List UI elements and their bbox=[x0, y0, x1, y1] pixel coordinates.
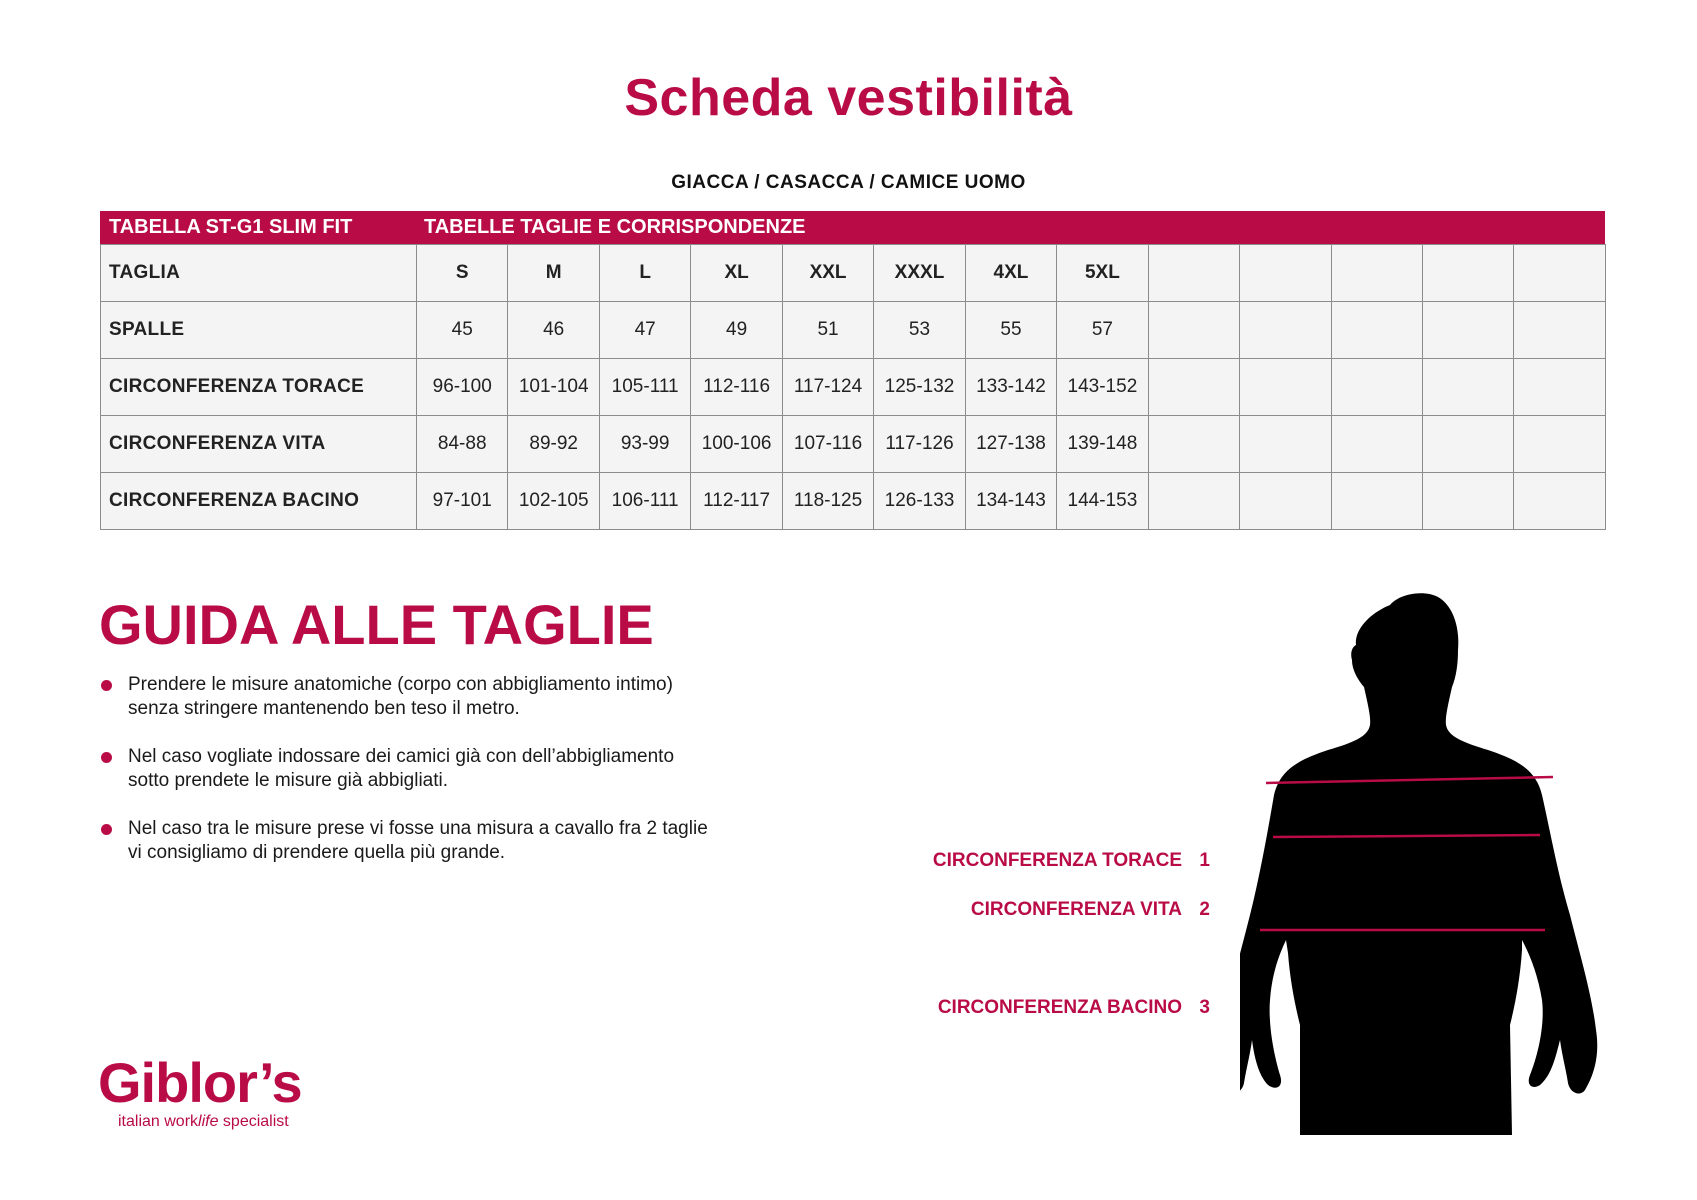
table-cell: L bbox=[599, 245, 690, 302]
table-cell: 46 bbox=[508, 302, 599, 359]
row-label: SPALLE bbox=[101, 302, 417, 359]
table-row bbox=[101, 245, 1606, 302]
table-cell bbox=[1422, 473, 1513, 530]
table-cell: M bbox=[508, 245, 599, 302]
table-cell bbox=[1422, 359, 1513, 416]
guide-bullet: Nel caso vogliate indossare dei camici già con dell’abbigliamento sotto prendete le misure già abbigliati. bbox=[100, 745, 800, 793]
table-cell bbox=[1240, 359, 1331, 416]
table-cell bbox=[1240, 416, 1331, 473]
table-cell bbox=[1240, 302, 1331, 359]
measurement-hips: CIRCONFERENZA BACINO 3 bbox=[937, 997, 1210, 1018]
row-label: CIRCONFERENZA BACINO bbox=[101, 473, 417, 530]
table-cell bbox=[1422, 302, 1513, 359]
table-row bbox=[101, 359, 1606, 416]
table-cell: 105-111 bbox=[599, 359, 690, 416]
table-cell: XL bbox=[691, 245, 782, 302]
garment-subtitle: GIACCA / CASACCA / CAMICE UOMO bbox=[671, 172, 1026, 193]
table-cell: 84-88 bbox=[417, 416, 508, 473]
bullet-dot-icon bbox=[101, 824, 112, 835]
table-row bbox=[101, 416, 1606, 473]
table-cell: 112-117 bbox=[691, 473, 782, 530]
table-cell: 55 bbox=[965, 302, 1056, 359]
guide-title: GUIDA ALLE TAGLIE bbox=[99, 593, 654, 656]
table-cell: 100-106 bbox=[691, 416, 782, 473]
table-cell bbox=[1514, 416, 1605, 473]
row-label: CIRCONFERENZA VITA bbox=[101, 416, 417, 473]
table-cell: 117-124 bbox=[782, 359, 873, 416]
guide-bullets bbox=[100, 673, 800, 889]
table-cell bbox=[1514, 359, 1605, 416]
table-cell bbox=[1148, 302, 1239, 359]
table-row bbox=[101, 302, 1606, 359]
table-cell: S bbox=[417, 245, 508, 302]
table-header-bar bbox=[100, 211, 1605, 244]
table-cell: 5XL bbox=[1057, 245, 1148, 302]
size-grid bbox=[100, 244, 1606, 530]
bullet-dot-icon bbox=[101, 680, 112, 691]
table-cell: 112-116 bbox=[691, 359, 782, 416]
table-cell: 133-142 bbox=[965, 359, 1056, 416]
table-cell: 53 bbox=[874, 302, 965, 359]
table-cell bbox=[1422, 416, 1513, 473]
table-cell: 144-153 bbox=[1057, 473, 1148, 530]
bullet-dot-icon bbox=[101, 752, 112, 763]
table-cell: 51 bbox=[782, 302, 873, 359]
table-cell: 57 bbox=[1057, 302, 1148, 359]
table-cell bbox=[1514, 302, 1605, 359]
measurement-chest: CIRCONFERENZA TORACE 1 bbox=[932, 850, 1210, 871]
guide-bullet: Nel caso tra le misure prese vi fosse una misura a cavallo fra 2 taglie vi consigliamo di prendere quella più grande. bbox=[100, 817, 800, 865]
table-cell: 97-101 bbox=[417, 473, 508, 530]
table-cell: 126-133 bbox=[874, 473, 965, 530]
table-cell bbox=[1240, 245, 1331, 302]
table-cell: 102-105 bbox=[508, 473, 599, 530]
table-cell bbox=[1240, 473, 1331, 530]
table-cell: 139-148 bbox=[1057, 416, 1148, 473]
table-cell: 96-100 bbox=[417, 359, 508, 416]
table-cell: XXL bbox=[782, 245, 873, 302]
table-cell: 89-92 bbox=[508, 416, 599, 473]
table-cell bbox=[1148, 473, 1239, 530]
table-cell: 125-132 bbox=[874, 359, 965, 416]
table-cell: 143-152 bbox=[1057, 359, 1148, 416]
guide-bullet: Prendere le misure anatomiche (corpo con abbigliamento intimo) senza stringere mantenendo ben teso il metro. bbox=[100, 673, 800, 721]
table-cell: 107-116 bbox=[782, 416, 873, 473]
table-cell: 93-99 bbox=[599, 416, 690, 473]
measurement-waist: CIRCONFERENZA VITA 2 bbox=[970, 899, 1210, 920]
table-cell bbox=[1331, 473, 1422, 530]
table-cell: 47 bbox=[599, 302, 690, 359]
table-cell: 4XL bbox=[965, 245, 1056, 302]
brand-tagline: italian worklife specialist bbox=[118, 1113, 289, 1130]
table-cell: 106-111 bbox=[599, 473, 690, 530]
table-cell bbox=[1331, 245, 1422, 302]
table-row bbox=[101, 473, 1606, 530]
table-cell: 49 bbox=[691, 302, 782, 359]
table-cell: 101-104 bbox=[508, 359, 599, 416]
table-description-label: TABELLE TAGLIE E CORRISPONDENZE bbox=[424, 216, 806, 238]
table-cell bbox=[1148, 245, 1239, 302]
row-label: TAGLIA bbox=[101, 245, 417, 302]
brand-logo: Giblor’s italian worklife specialist bbox=[98, 1051, 302, 1130]
size-table bbox=[100, 211, 1605, 530]
table-cell bbox=[1148, 359, 1239, 416]
table-cell: XXXL bbox=[874, 245, 965, 302]
table-cell bbox=[1331, 359, 1422, 416]
table-cell: 134-143 bbox=[965, 473, 1056, 530]
table-cell bbox=[1514, 473, 1605, 530]
table-cell: 45 bbox=[417, 302, 508, 359]
table-cell: 118-125 bbox=[782, 473, 873, 530]
table-cell bbox=[1331, 302, 1422, 359]
table-cell bbox=[1148, 416, 1239, 473]
table-cell bbox=[1422, 245, 1513, 302]
table-cell: 127-138 bbox=[965, 416, 1056, 473]
table-code-label: TABELLA ST-G1 SLIM FIT bbox=[109, 216, 353, 238]
row-label: CIRCONFERENZA TORACE bbox=[101, 359, 417, 416]
table-cell bbox=[1331, 416, 1422, 473]
page-title: Scheda vestibilità bbox=[624, 69, 1073, 127]
male-silhouette-icon bbox=[1240, 585, 1620, 1135]
table-cell bbox=[1514, 245, 1605, 302]
table-cell: 117-126 bbox=[874, 416, 965, 473]
